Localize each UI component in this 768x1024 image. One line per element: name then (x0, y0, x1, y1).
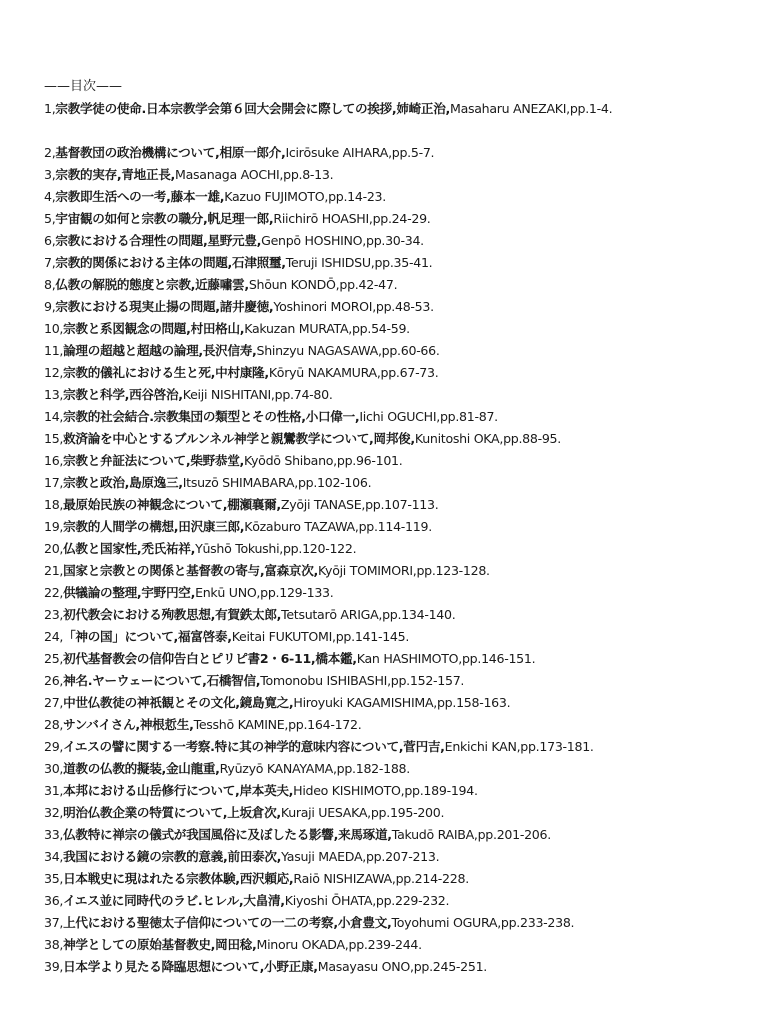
entry-title: 宗教的人間学の構想, (63, 519, 179, 534)
entry-author: 田沢康三郎, (178, 519, 245, 534)
entry-author: 柴野恭堂, (190, 453, 244, 468)
toc-entry (44, 164, 760, 186)
entry-title: 中世仏教徒の神祇観とその文化, (63, 695, 240, 710)
entry-author: 岸本英夫, (239, 783, 294, 798)
entry-title: 基督教団の政治機構について, (55, 145, 220, 160)
entry-author-romaji: Masanaga AOCHI, (175, 167, 284, 182)
toc-entry (44, 186, 760, 208)
entry-title: 日本戦史に現はれたる宗教体験, (63, 871, 240, 886)
entry-author-romaji: Kyōdō Shibano, (243, 453, 337, 468)
toc-entry (44, 648, 760, 670)
entry-title: 宗教と政治, (63, 475, 130, 490)
entry-author: 上坂倉次, (227, 805, 281, 820)
entry-author-romaji: Kōzaburo TAZAWA, (244, 519, 359, 534)
entry-author: 金山龍重, (165, 761, 220, 776)
entry-number: 31, (44, 783, 64, 798)
entry-number: 15, (44, 431, 64, 446)
entry-number: 4, (44, 189, 56, 204)
entry-author-romaji: Genpō HOSHINO, (261, 233, 366, 248)
entry-author: 小口偉一, (305, 409, 360, 424)
entry-title: 宗教的儀礼における生と死, (63, 365, 216, 380)
entry-pages: pp.233-238. (500, 915, 575, 930)
entry-pages: pp.152-157. (390, 673, 465, 688)
entry-number: 36, (44, 893, 64, 908)
entry-author-romaji: Ryūzyō KANAYAMA, (219, 761, 337, 776)
toc-entry (44, 384, 760, 406)
toc-entry (44, 780, 760, 802)
toc-entry (44, 98, 760, 120)
entry-number: 8, (44, 277, 56, 292)
entry-author-romaji: Takudō RAIBA, (391, 827, 478, 842)
entry-title: 宗教即生活への一考, (55, 189, 171, 204)
toc-entry (44, 296, 760, 318)
entry-pages: pp.123-128. (416, 563, 490, 578)
entry-author: 小野正康, (264, 959, 318, 974)
table-of-contents (44, 76, 760, 978)
toc-heading: ——目次—— (44, 79, 123, 94)
entry-pages: pp.201-206. (477, 827, 551, 842)
entry-pages: pp.74-80. (274, 387, 333, 402)
entry-pages: pp.67-73. (380, 365, 439, 380)
entry-title: 最原始民族の神観念について, (63, 497, 228, 512)
entry-title: 宇宙観の如何と宗教の職分, (55, 211, 208, 226)
entry-title: 仏教特に禅宗の儀式が我国風俗に及ぼしたる影響, (63, 827, 339, 842)
entry-number: 37, (44, 915, 64, 930)
entry-title: 神学としての原始基督教史, (63, 937, 216, 952)
toc-entry (44, 538, 760, 560)
toc-entry (44, 912, 760, 934)
entry-pages: pp.229-232. (375, 893, 450, 908)
entry-author-romaji: Toyohumi OGURA, (391, 915, 501, 930)
entry-title: 我国における鏡の宗教的意義, (63, 849, 228, 864)
toc-entry (44, 274, 760, 296)
entry-author-romaji: Raiō NISHIZAWA, (293, 871, 396, 886)
entry-author: 近藤嘯雲, (195, 277, 249, 292)
entry-title: 宗教的社会結合.宗教集団の類型とその性格, (63, 409, 306, 424)
entry-number: 30, (44, 761, 64, 776)
entry-pages: pp.189-194. (404, 783, 478, 798)
entry-author-romaji: Kyōji TOMIMORI, (318, 563, 417, 578)
entry-pages: pp.107-113. (365, 497, 439, 512)
entry-number: 10, (44, 321, 64, 336)
toc-entry (44, 846, 760, 868)
entry-pages: pp.8-13. (283, 167, 334, 182)
entry-author: 禿氏祐祥, (141, 541, 196, 556)
toc-entry (44, 494, 760, 516)
entry-author: 鏡島寛之, (239, 695, 294, 710)
entry-title: イエス並に同時代のラビ.ヒレル, (63, 893, 244, 908)
entry-pages: pp.48-53. (375, 299, 434, 314)
entry-pages: pp.134-140. (382, 607, 456, 622)
entry-pages: pp.164-172. (288, 717, 362, 732)
entry-pages: pp.24-29. (372, 211, 431, 226)
entry-author: 藤本一雄, (170, 189, 225, 204)
entry-title: 宗教と系図観念の問題, (63, 321, 191, 336)
entry-pages: pp.146-151. (461, 651, 536, 666)
entry-number: 22, (44, 585, 64, 600)
entry-author: 有賀鉄太郎, (215, 607, 282, 622)
entry-pages: pp.129-133. (260, 585, 334, 600)
entry-number: 5, (44, 211, 56, 226)
toc-entry (44, 736, 760, 758)
entry-number: 27, (44, 695, 64, 710)
entry-author: 島原逸三, (129, 475, 183, 490)
entry-author: 石津照璽, (232, 255, 286, 270)
entry-author: 福富啓泰, (178, 629, 232, 644)
entry-author-romaji: Kunitoshi OKA, (414, 431, 504, 446)
entry-author-romaji: Tesshō KAMINE, (193, 717, 289, 732)
toc-entry (44, 868, 760, 890)
entry-number: 32, (44, 805, 64, 820)
entry-number: 12, (44, 365, 64, 380)
entry-author-romaji: Kuraji UESAKA, (280, 805, 371, 820)
entry-pages: pp.60-66. (381, 343, 440, 358)
toc-entry (44, 428, 760, 450)
entry-pages: pp.81-87. (439, 409, 498, 424)
entry-author: 前田泰次, (227, 849, 282, 864)
entry-author-romaji: Kan HASHIMOTO, (356, 651, 462, 666)
entry-author: 岡田稔, (215, 937, 257, 952)
entry-author-romaji: Keiji NISHITANI, (182, 387, 275, 402)
entry-author-romaji: Zyōji TANASE, (280, 497, 366, 512)
entry-author: 西沢頼応, (239, 871, 294, 886)
entry-number: 20, (44, 541, 64, 556)
entry-author-romaji: Iichi OGUCHI, (359, 409, 440, 424)
entry-author-romaji: Kakuzan MURATA, (244, 321, 352, 336)
entry-title: 宗教における現実止揚の問題, (55, 299, 220, 314)
entry-title: 神名.ヤーウェーについて, (63, 673, 207, 688)
entry-author: 岡邦俊, (373, 431, 415, 446)
entry-number: 26, (44, 673, 64, 688)
entry-number: 39, (44, 959, 64, 974)
entry-author-romaji: Teruji ISHIDSU, (285, 255, 375, 270)
entry-author-romaji: Enkū UNO, (195, 585, 261, 600)
toc-entry (44, 934, 760, 956)
entry-number: 11, (44, 343, 64, 358)
entry-number: 2, (44, 145, 56, 160)
entry-author: 富森京次, (264, 563, 318, 578)
entry-author: 来馬琢道, (338, 827, 392, 842)
entry-pages: pp.102-106. (297, 475, 372, 490)
entry-author-romaji: Kazuo FUJIMOTO, (224, 189, 329, 204)
entry-number: 19, (44, 519, 64, 534)
entry-title: 宗教と科学, (63, 387, 130, 402)
entry-pages: pp.88-95. (503, 431, 561, 446)
entry-author: 中村康隆, (215, 365, 269, 380)
entry-author-romaji: Masayasu ONO, (317, 959, 414, 974)
entry-title: 宗教と弁証法について, (63, 453, 191, 468)
entry-title: 初代基督教会の信仰告白とピリピ書2・6-11, (63, 651, 316, 666)
entry-number: 3, (44, 167, 56, 182)
entry-pages: pp.54-59. (351, 321, 410, 336)
toc-entry (44, 890, 760, 912)
entry-number: 25, (44, 651, 64, 666)
entry-author-romaji: Kōryū NAKAMURA, (268, 365, 381, 380)
entry-author-romaji: Itsuzō SHIMABARA, (182, 475, 298, 490)
entry-number: 17, (44, 475, 64, 490)
entry-title: 国家と宗教との関係と基督教の寄与, (63, 563, 265, 578)
entry-pages: pp.141-145. (335, 629, 410, 644)
entry-author: 長沢信寿, (202, 343, 257, 358)
entry-author: 相原一郎介, (219, 145, 286, 160)
entry-pages: pp.14-23. (328, 189, 386, 204)
entry-pages: pp.96-101. (336, 453, 403, 468)
entry-pages: pp.182-188. (336, 761, 410, 776)
entry-title: 「神の国」について, (63, 629, 179, 644)
entry-author: 神根悊生, (139, 717, 194, 732)
entry-number: 14, (44, 409, 64, 424)
toc-entry (44, 714, 760, 736)
toc-entry (44, 516, 760, 538)
entry-pages: pp.30-34. (366, 233, 424, 248)
entry-number: 9, (44, 299, 56, 314)
entry-title: サンバイさん, (63, 717, 140, 732)
entry-number: 38, (44, 937, 64, 952)
entry-pages: pp.1-4. (569, 101, 613, 116)
entry-number: 16, (44, 453, 64, 468)
entry-title: 上代における聖徳太子信仰についての一二の考察, (63, 915, 338, 930)
toc-entry (44, 824, 760, 846)
entry-title: 宗教学徒の使命.日本宗教学会第６回大会開会に際しての挨拶, (55, 101, 397, 116)
entry-author-romaji: Yoshinori MOROI, (273, 299, 376, 314)
entry-pages: pp.120-122. (282, 541, 357, 556)
entry-pages: pp.245-251. (413, 959, 488, 974)
toc-entry (44, 582, 760, 604)
toc-entry (44, 252, 760, 274)
entry-number: 7, (44, 255, 56, 270)
entry-pages: pp.214-228. (395, 871, 469, 886)
toc-entry (44, 406, 760, 428)
entry-title: 宗教における合理性の問題, (55, 233, 208, 248)
entry-author: 星野元豊, (207, 233, 262, 248)
entry-number: 13, (44, 387, 64, 402)
toc-list (44, 98, 760, 978)
entry-pages: pp.195-200. (370, 805, 445, 820)
entry-author-romaji: Yasuji MAEDA, (281, 849, 366, 864)
entry-title: 仏教と国家性, (63, 541, 142, 556)
entry-author-romaji: Shinzyu NAGASAWA, (256, 343, 382, 358)
toc-entry (44, 692, 760, 714)
entry-author-romaji: Shōun KONDŌ, (248, 277, 340, 292)
entry-author: 諸井慶徳, (219, 299, 274, 314)
entry-number: 33, (44, 827, 64, 842)
entry-pages: pp.239-244. (348, 937, 422, 952)
entry-pages: pp.114-119. (358, 519, 432, 534)
entry-author-romaji: Icirōsuke AIHARA, (285, 145, 392, 160)
entry-title: 宗教的関係における主体の問題, (55, 255, 233, 270)
entry-title: 論理の超越と超越の論理, (63, 343, 203, 358)
toc-entry (44, 758, 760, 780)
toc-entry (44, 472, 760, 494)
entry-title: 供犠論の整理, (63, 585, 142, 600)
entry-author-romaji: Keitai FUKUTOMI, (231, 629, 336, 644)
entry-title: 日本学より見たる降臨思想について, (63, 959, 265, 974)
entry-number: 24, (44, 629, 64, 644)
entry-author-romaji: Hiroyuki KAGAMISHIMA, (293, 695, 437, 710)
spacer (44, 120, 760, 142)
entry-number: 18, (44, 497, 64, 512)
entry-number: 35, (44, 871, 64, 886)
toc-entry (44, 604, 760, 626)
toc-entry (44, 318, 760, 340)
entry-number: 21, (44, 563, 64, 578)
toc-entry (44, 230, 760, 252)
entry-author: 宇野円空, (141, 585, 196, 600)
entry-author: 帆足理一郎, (207, 211, 274, 226)
entry-author-romaji: Minoru OKADA, (256, 937, 349, 952)
entry-number: 23, (44, 607, 64, 622)
entry-pages: pp.5-7. (391, 145, 435, 160)
entry-number: 29, (44, 739, 64, 754)
entry-pages: pp.158-163. (436, 695, 511, 710)
entry-title: 初代教会における殉教思想, (63, 607, 216, 622)
toc-entry (44, 956, 760, 978)
entry-number: 1, (44, 101, 56, 116)
entry-number: 34, (44, 849, 64, 864)
toc-entry (44, 560, 760, 582)
entry-author-romaji: Yūshō Tokushi, (195, 541, 283, 556)
toc-entry (44, 626, 760, 648)
entry-author-romaji: Riichirō HOASHI, (273, 211, 373, 226)
entry-author-romaji: Tetsutarō ARIGA, (281, 607, 383, 622)
entry-pages: pp.207-213. (365, 849, 440, 864)
entry-title: 宗教的実存, (55, 167, 122, 182)
entry-author: 大畠清, (243, 893, 285, 908)
entry-title: 明治仏教企業の特質について, (63, 805, 228, 820)
entry-title: 救済論を中心とするブルンネル神学と親鸞教学について, (63, 431, 374, 446)
entry-number: 6, (44, 233, 56, 248)
entry-pages: pp.173-181. (520, 739, 594, 754)
entry-pages: pp.42-47. (339, 277, 398, 292)
entry-author: 橋本鑑, (315, 651, 357, 666)
toc-entry (44, 362, 760, 384)
entry-author: 棚瀬襄爾, (227, 497, 281, 512)
entry-author-romaji: Tomonobu ISHIBASHI, (260, 673, 391, 688)
entry-number: 28, (44, 717, 64, 732)
entry-title: イエスの譬に関する一考察.特に其の神学的意味内容について, (63, 739, 404, 754)
toc-entry (44, 208, 760, 230)
entry-title: 仏教の解脱的態度と宗教, (55, 277, 196, 292)
entry-author-romaji: Kiyoshi ŌHATA, (284, 893, 376, 908)
entry-author-romaji: Enkichi KAN, (444, 739, 521, 754)
entry-author-romaji: Masaharu ANEZAKI, (450, 101, 570, 116)
entry-author: 西谷啓治, (129, 387, 183, 402)
entry-author: 菅円吉, (403, 739, 445, 754)
entry-pages: pp.35-41. (374, 255, 433, 270)
toc-entry (44, 802, 760, 824)
entry-author-romaji: Hideo KISHIMOTO, (293, 783, 405, 798)
toc-entry (44, 142, 760, 164)
entry-author: 石橋智信, (206, 673, 261, 688)
entry-author: 青地正長, (121, 167, 176, 182)
toc-entry (44, 340, 760, 362)
entry-title: 道教の仏教的擬装, (63, 761, 166, 776)
entry-author: 姉崎正治, (396, 101, 450, 116)
toc-entry (44, 450, 760, 472)
entry-title: 本邦における山岳修行について, (63, 783, 240, 798)
toc-entry (44, 670, 760, 692)
entry-author: 小倉豊文, (337, 915, 392, 930)
entry-author: 村田格山, (190, 321, 245, 336)
